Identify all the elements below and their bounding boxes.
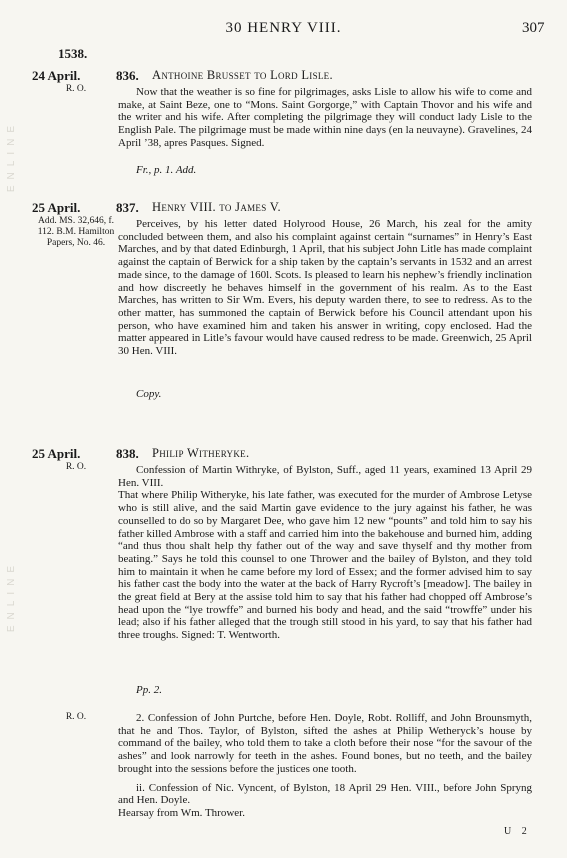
entry-text: Perceives, by his letter dated Holyrood House, 26 March, his zeal for the amity concluded between them, and also his complaint against certain “surnames” in Henry’s East Marches, and by that dated Edinburgh, 1 April, that his subject John Litle has made complaint against the captain of Berwick for a ship taken by the captain’s servants in 1532 and an arrest made since, to the damage of 160l. Scots. Is pleased to learn his nephew’s friendly inclination and how discreetly he behaves himself in the government of his realm. As to the East Marches, has written to Sir Wm. Evers, his deputy warden there, to see to redress. As to the other matter, has summoned the captain of Berwick before his Council attendant upon his person, who have examined him and taken his answer in writing, copy enclosed. Had the matter appeared in Litle’s favour would have caused redress to be made. Greenwich, 25 April 30 Hen. VIII.: [118, 218, 532, 358]
entry-text: 2. Confession of John Purtche, before Hen. Doyle, Robt. Rolliff, and John Brounsmyth, that he and Thos. Taylor, of Bylston, sifted the ashes at Philip Wetheryck’s house by command of the bailey, who told them to take a cloth before their nose “for the savour of the ashes” and look narrowly for teeth in the ashes. Found bones, but no teeth, and the bailey brought into the sessions before the justices one tooth.: [118, 712, 532, 775]
entry-body: [118, 86, 532, 150]
page-number: 307: [522, 20, 545, 36]
entry-date: 24 April.: [32, 68, 81, 83]
entry-body: [118, 218, 532, 358]
entry-text: Now that the weather is so fine for pilgrimages, asks Lisle to allow his wife to come and make, at Saint Beze, one to “Mons. Saint Gorgorge,” with Captain Thovor and his wife and the writer and his wife. After completing the pilgrimage they will conduct lady Lisle to the English Pale. The pilgrimage must be made within nine days (en la neuvayne). Gravelines, 24 April ’38, apres Pasques. Signed.: [118, 86, 532, 149]
entry-text: That where Philip Witheryke, his late father, was executed for the murder of Ambrose Letyse who is still alive, and the said Martin gave evidence to the jury against his father, he was counselled to do so by Margaret Dee, who gave him 12 new “pounts” and told him to say his father killed Ambrose with a staff and carried him into the bakehouse and burned him, adding “and thus thou shalt help thy father out of the way and save thyself and thy mother from beating.” Says he told this counsel to one Thrower and the bailey of Bylston, and they told him to maintain it when he came before my lord of Essex; and the former advised him to say his father cast the body into the water at the back of Harry Rycroft’s [meadow]. The bailey in the great field at Bery at the assise told him to say that his father had chopped off Ambrose’s head upon the “lye trowffe” and burned his body and head, and the said “trowffe” under his lead; also if his father alleged that the trough still stood in his yard, to say that his father had three troughs. Signed: T. Wentworth.: [118, 489, 532, 642]
entry-source: R. O.: [65, 462, 87, 472]
entry-body: [118, 464, 532, 642]
entry-number: 838.: [116, 446, 139, 461]
entry-date: 25 April.: [32, 200, 81, 215]
year-label: 1538.: [58, 46, 88, 61]
entry-note: Fr., p. 1. Add.: [136, 164, 197, 176]
watermark-text: ENLINE: [6, 560, 17, 633]
entry-source: R. O.: [65, 84, 87, 94]
running-head: 30 HENRY VIII.: [225, 20, 342, 36]
entry-text: Confession of Martin Withryke, of Bylston, Suff., aged 11 years, examined 13 April 29 Hen. VIII.: [118, 464, 532, 489]
entry-heading: Henry VIII. to James V.: [152, 200, 281, 214]
signature-mark: U 2: [504, 826, 531, 837]
entry-note: Pp. 2.: [136, 684, 162, 696]
entry-number: 837.: [116, 200, 139, 215]
entry-source: Add. MS. 32,646, f. 112. B.M. Hamilton Papers, No. 46.: [37, 216, 115, 248]
entry-heading: Philip Witheryke.: [152, 446, 250, 460]
entry-date: 25 April.: [32, 446, 81, 461]
entry-heading: Anthoine Brusset to Lord Lisle.: [152, 68, 333, 82]
entry-source: R. O.: [65, 712, 87, 722]
watermark-text: ENLINE: [6, 120, 17, 193]
entry-body: [118, 712, 532, 820]
entry-text: Hearsay from Wm. Thrower.: [118, 806, 245, 819]
entry-note: Copy.: [136, 388, 162, 400]
entry-text: ii. Confession of Nic. Vyncent, of Bylston, 18 April 29 Hen. VIII., before John Spryng and Hen. Doyle.: [118, 781, 532, 807]
entry-number: 836.: [116, 68, 139, 83]
